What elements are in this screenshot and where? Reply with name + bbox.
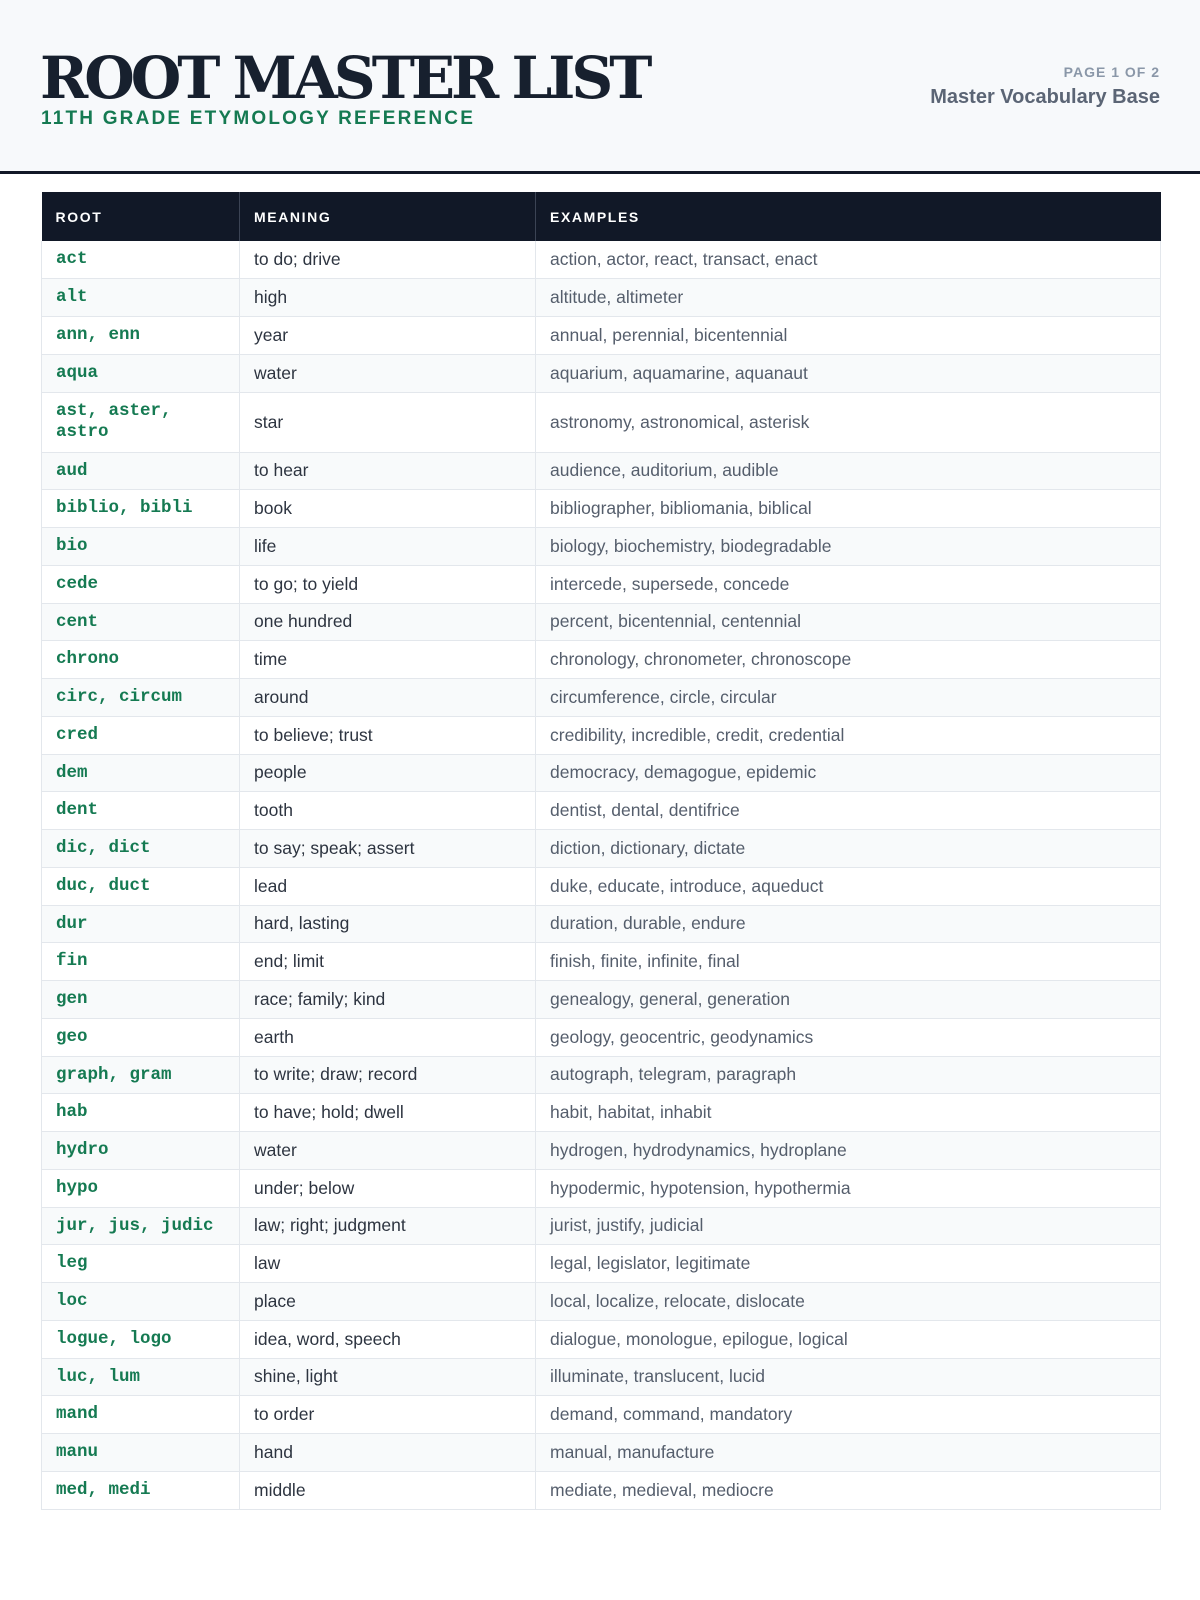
- root-cell: graph, gram: [42, 1056, 240, 1094]
- meaning-cell: law; right; judgment: [240, 1207, 536, 1245]
- examples-cell: jurist, justify, judicial: [536, 1207, 1161, 1245]
- meaning-cell: water: [240, 1132, 536, 1170]
- table-row: [42, 490, 1161, 528]
- examples-cell: circumference, circle, circular: [536, 679, 1161, 717]
- meaning-cell: people: [240, 754, 536, 792]
- meaning-cell: middle: [240, 1471, 536, 1509]
- meaning-cell: law: [240, 1245, 536, 1283]
- meaning-cell: end; limit: [240, 943, 536, 981]
- meaning-cell: time: [240, 641, 536, 679]
- table-row: [42, 867, 1161, 905]
- root-cell: cede: [42, 565, 240, 603]
- meaning-cell: hard, lasting: [240, 905, 536, 943]
- meaning-cell: to have; hold; dwell: [240, 1094, 536, 1132]
- table-row: [42, 603, 1161, 641]
- table-row: [42, 1018, 1161, 1056]
- root-cell: hab: [42, 1094, 240, 1132]
- meaning-cell: year: [240, 317, 536, 355]
- examples-cell: altitude, altimeter: [536, 279, 1161, 317]
- root-cell: fin: [42, 943, 240, 981]
- table-row: [42, 392, 1161, 452]
- examples-cell: genealogy, general, generation: [536, 981, 1161, 1019]
- examples-cell: duke, educate, introduce, aqueduct: [536, 867, 1161, 905]
- examples-cell: hydrogen, hydrodynamics, hydroplane: [536, 1132, 1161, 1170]
- root-cell: ann, enn: [42, 317, 240, 355]
- page-subtitle: 11TH GRADE ETYMOLOGY REFERENCE: [41, 108, 476, 129]
- meaning-cell: lead: [240, 867, 536, 905]
- root-cell: loc: [42, 1283, 240, 1321]
- examples-cell: percent, bicentennial, centennial: [536, 603, 1161, 641]
- table-row: [42, 1207, 1161, 1245]
- root-cell: dur: [42, 905, 240, 943]
- examples-cell: habit, habitat, inhabit: [536, 1094, 1161, 1132]
- table-row: [42, 754, 1161, 792]
- table-row: [42, 1471, 1161, 1509]
- table-row: [42, 943, 1161, 981]
- meaning-cell: around: [240, 679, 536, 717]
- table-row: [42, 981, 1161, 1019]
- meaning-cell: hand: [240, 1434, 536, 1472]
- table-row: [42, 1320, 1161, 1358]
- table-row: [42, 452, 1161, 490]
- examples-cell: legal, legislator, legitimate: [536, 1245, 1161, 1283]
- examples-cell: diction, dictionary, dictate: [536, 830, 1161, 868]
- table-row: [42, 565, 1161, 603]
- examples-cell: hypodermic, hypotension, hypothermia: [536, 1169, 1161, 1207]
- root-cell: hydro: [42, 1132, 240, 1170]
- table-row: [42, 317, 1161, 355]
- examples-cell: credibility, incredible, credit, credential: [536, 716, 1161, 754]
- table-row: [42, 1283, 1161, 1321]
- meaning-cell: shine, light: [240, 1358, 536, 1396]
- examples-cell: chronology, chronometer, chronoscope: [536, 641, 1161, 679]
- root-cell: biblio, bibli: [42, 490, 240, 528]
- root-cell: logue, logo: [42, 1320, 240, 1358]
- meaning-cell: under; below: [240, 1169, 536, 1207]
- table-row: [42, 354, 1161, 392]
- examples-cell: democracy, demagogue, epidemic: [536, 754, 1161, 792]
- table-row: [42, 1358, 1161, 1396]
- root-cell: leg: [42, 1245, 240, 1283]
- examples-cell: aquarium, aquamarine, aquanaut: [536, 354, 1161, 392]
- examples-cell: manual, manufacture: [536, 1434, 1161, 1472]
- examples-cell: dialogue, monologue, epilogue, logical: [536, 1320, 1161, 1358]
- root-cell: hypo: [42, 1169, 240, 1207]
- examples-cell: duration, durable, endure: [536, 905, 1161, 943]
- root-cell: gen: [42, 981, 240, 1019]
- meaning-cell: water: [240, 354, 536, 392]
- examples-cell: bibliographer, bibliomania, biblical: [536, 490, 1161, 528]
- document-label: Master Vocabulary Base: [930, 86, 1160, 108]
- meaning-cell: star: [240, 392, 536, 452]
- root-table-container: [41, 192, 1160, 1510]
- root-cell: aqua: [42, 354, 240, 392]
- column-header-root: ROOT: [42, 192, 240, 241]
- examples-cell: audience, auditorium, audible: [536, 452, 1161, 490]
- examples-cell: geology, geocentric, geodynamics: [536, 1018, 1161, 1056]
- examples-cell: mediate, medieval, mediocre: [536, 1471, 1161, 1509]
- column-header-meaning: MEANING: [240, 192, 536, 241]
- root-cell: mand: [42, 1396, 240, 1434]
- root-cell: bio: [42, 528, 240, 566]
- root-cell: circ, circum: [42, 679, 240, 717]
- table-row: [42, 1434, 1161, 1472]
- root-cell: dent: [42, 792, 240, 830]
- root-cell: act: [42, 241, 240, 279]
- root-cell: med, medi: [42, 1471, 240, 1509]
- root-cell: cred: [42, 716, 240, 754]
- meaning-cell: high: [240, 279, 536, 317]
- meaning-cell: place: [240, 1283, 536, 1321]
- table-row: [42, 241, 1161, 279]
- page-title: ROOT MASTER LIST: [40, 44, 649, 112]
- root-cell: dic, dict: [42, 830, 240, 868]
- root-cell: aud: [42, 452, 240, 490]
- meaning-cell: to order: [240, 1396, 536, 1434]
- meaning-cell: to write; draw; record: [240, 1056, 536, 1094]
- examples-cell: intercede, supersede, concede: [536, 565, 1161, 603]
- table-header: [42, 192, 1161, 241]
- table-row: [42, 905, 1161, 943]
- root-cell: ast, aster, astro: [42, 392, 240, 452]
- root-cell: jur, jus, judic: [42, 1207, 240, 1245]
- meaning-cell: to go; to yield: [240, 565, 536, 603]
- table-row: [42, 1396, 1161, 1434]
- examples-cell: local, localize, relocate, dislocate: [536, 1283, 1161, 1321]
- root-table: [41, 192, 1161, 1510]
- examples-cell: autograph, telegram, paragraph: [536, 1056, 1161, 1094]
- meaning-cell: life: [240, 528, 536, 566]
- table-row: [42, 1169, 1161, 1207]
- meaning-cell: idea, word, speech: [240, 1320, 536, 1358]
- table-row: [42, 679, 1161, 717]
- examples-cell: dentist, dental, dentifrice: [536, 792, 1161, 830]
- examples-cell: astronomy, astronomical, asterisk: [536, 392, 1161, 452]
- table-row: [42, 1056, 1161, 1094]
- page-header: [0, 0, 1200, 174]
- meaning-cell: book: [240, 490, 536, 528]
- meaning-cell: one hundred: [240, 603, 536, 641]
- root-cell: alt: [42, 279, 240, 317]
- examples-cell: biology, biochemistry, biodegradable: [536, 528, 1161, 566]
- table-row: [42, 279, 1161, 317]
- examples-cell: demand, command, mandatory: [536, 1396, 1161, 1434]
- table-row: [42, 1094, 1161, 1132]
- meaning-cell: to say; speak; assert: [240, 830, 536, 868]
- examples-cell: annual, perennial, bicentennial: [536, 317, 1161, 355]
- page-indicator: PAGE 1 OF 2: [1063, 64, 1160, 80]
- table-row: [42, 830, 1161, 868]
- root-cell: geo: [42, 1018, 240, 1056]
- table-row: [42, 528, 1161, 566]
- examples-cell: illuminate, translucent, lucid: [536, 1358, 1161, 1396]
- meaning-cell: earth: [240, 1018, 536, 1056]
- root-cell: duc, duct: [42, 867, 240, 905]
- table-row: [42, 1132, 1161, 1170]
- meaning-cell: to hear: [240, 452, 536, 490]
- root-cell: chrono: [42, 641, 240, 679]
- meaning-cell: tooth: [240, 792, 536, 830]
- table-row: [42, 641, 1161, 679]
- examples-cell: action, actor, react, transact, enact: [536, 241, 1161, 279]
- root-cell: luc, lum: [42, 1358, 240, 1396]
- root-cell: dem: [42, 754, 240, 792]
- table-body: [42, 241, 1161, 1509]
- column-header-examples: EXAMPLES: [536, 192, 1161, 241]
- table-row: [42, 1245, 1161, 1283]
- table-row: [42, 792, 1161, 830]
- examples-cell: finish, finite, infinite, final: [536, 943, 1161, 981]
- meaning-cell: to believe; trust: [240, 716, 536, 754]
- root-cell: manu: [42, 1434, 240, 1472]
- root-cell: cent: [42, 603, 240, 641]
- meaning-cell: race; family; kind: [240, 981, 536, 1019]
- meaning-cell: to do; drive: [240, 241, 536, 279]
- table-row: [42, 716, 1161, 754]
